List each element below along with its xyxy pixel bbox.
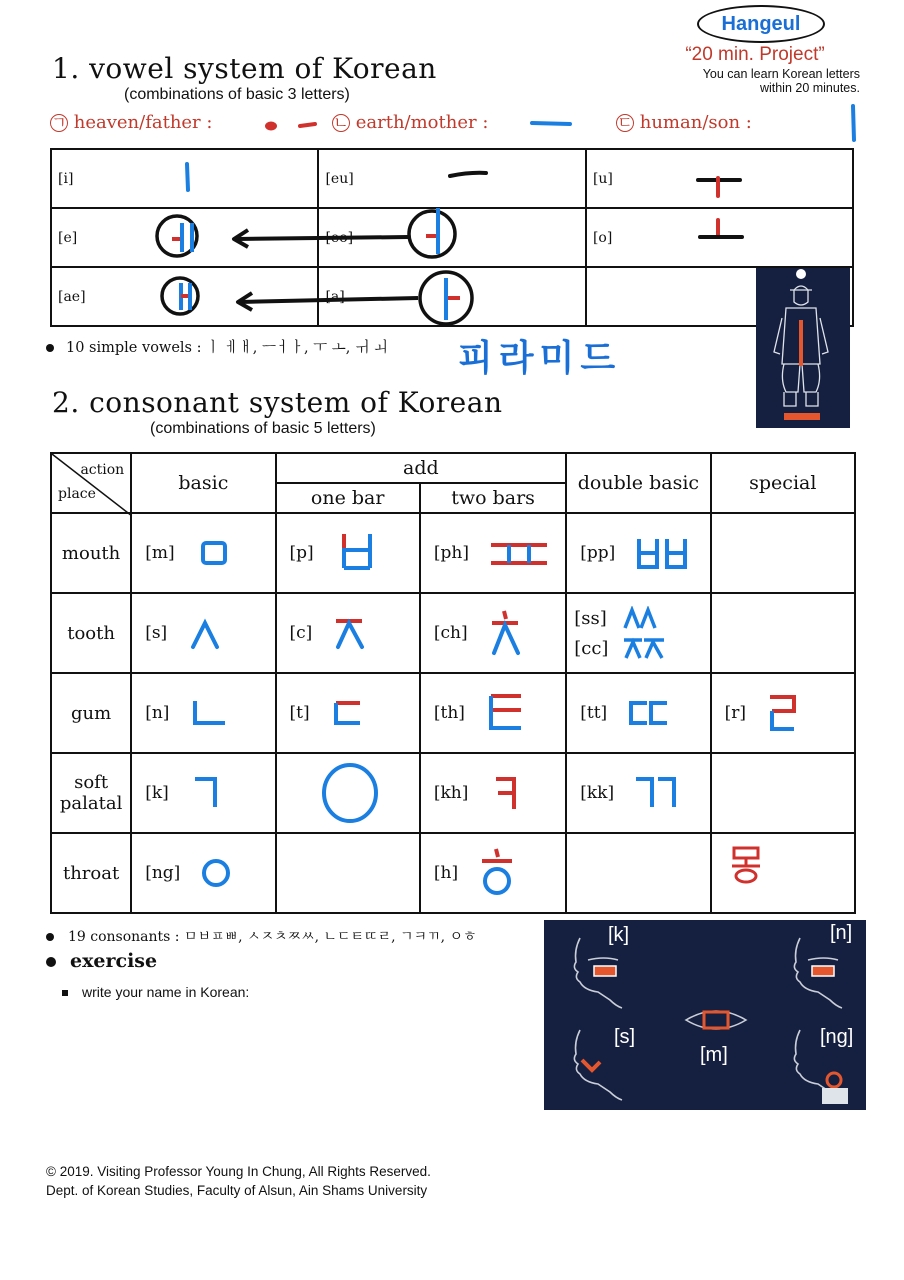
cell-two-bars: [420, 753, 566, 833]
cell-special: [711, 673, 855, 753]
copyright-line: © 2019. Visiting Professor Young In Chung, All Rights Reserved.: [46, 1164, 431, 1179]
bieup-glyph: [332, 528, 382, 578]
bullet-icon: [46, 344, 54, 352]
cell-special: [711, 513, 855, 593]
cell-one-bar: [276, 593, 420, 673]
vowel-sound: [o]: [592, 229, 613, 246]
sound-label: [h]: [433, 863, 459, 883]
vowel-sound: [eo]: [325, 229, 354, 246]
legend-earth-label: earth/mother :: [355, 112, 489, 133]
consonant-row-gum: [51, 673, 855, 753]
sound-label: [ng]: [145, 863, 181, 883]
ssang-bieup-glyph: [633, 533, 693, 573]
consonant-section-title: 2. consonant system of Korean: [52, 386, 503, 419]
human-figure-panel: [756, 268, 850, 428]
cell-one-bar: [276, 833, 420, 913]
sound-label: [ss]: [574, 607, 607, 629]
square-bullet-icon: [62, 990, 68, 996]
project-title: “20 min. Project”: [685, 44, 825, 65]
project-subtitle: [640, 67, 860, 95]
jieut-glyph: [330, 611, 370, 655]
cell-double-basic: [566, 513, 710, 593]
legend-heaven: [50, 112, 212, 133]
pieup-glyph: [487, 533, 551, 573]
simple-vowels-text: 10 simple vowels : ㅣ ㅔㅐ, ㅡㅓㅏ, ㅜ ㅗ, ㅟ ㅚ: [66, 340, 388, 356]
vowel-section-subtitle: (combinations of basic 3 letters): [124, 86, 350, 103]
double-basic-header: double basic: [566, 453, 710, 513]
header-row: [51, 453, 855, 483]
legend-human-label: human/son :: [639, 112, 752, 133]
chieut-glyph: [486, 607, 526, 659]
cell-two-bars: [420, 593, 566, 673]
digeut-glyph: [328, 693, 368, 733]
row-label: throat: [51, 833, 131, 913]
row-label: gum: [51, 673, 131, 753]
sound-label: [s]: [145, 623, 168, 643]
siot-glyph: [185, 613, 225, 653]
two-bars-header: two bars: [420, 483, 566, 513]
consonants-note: [46, 926, 477, 946]
sound-label: [c]: [289, 623, 313, 643]
one-bar-header: one bar: [276, 483, 420, 513]
vowel-sound: [eu]: [325, 170, 354, 187]
kieuk-glyph: [486, 771, 526, 815]
cell-basic: [131, 673, 275, 753]
consonant-table: [50, 452, 856, 914]
ssang-giyeok-glyph: [632, 771, 682, 815]
exercise-title: exercise: [70, 950, 158, 972]
label-m: [m]: [700, 1044, 728, 1066]
bullet-icon: [46, 957, 56, 967]
bullet-icon: [46, 933, 54, 941]
vowel-sound: [u]: [592, 170, 613, 187]
place-label: place: [58, 486, 96, 502]
cell-two-bars: [420, 833, 566, 913]
consonants-list-text: 19 consonants : ㅁㅂㅍㅃ, ㅅㅈㅊㅉㅆ, ㄴㄷㅌㄸㄹ, ㄱㅋㄲ, ㅇㅎ: [68, 929, 477, 945]
ieung-glyph: [198, 853, 238, 893]
sound-label: [th]: [433, 703, 465, 723]
row-label-line-2: palatal: [59, 793, 123, 814]
sound-label: [cc]: [574, 637, 609, 659]
cell-one-bar: [276, 673, 420, 753]
cell-double-basic: [566, 753, 710, 833]
cell-basic: [131, 593, 275, 673]
hand-drawn-circle: [319, 760, 381, 826]
consonant-row-mouth: [51, 513, 855, 593]
label-k: [k]: [608, 924, 630, 946]
ssang-siot-glyph: [621, 606, 661, 630]
exercise-heading: [46, 950, 157, 972]
cell-basic: [131, 753, 275, 833]
cell-double-basic: [566, 593, 710, 673]
consonant-row-soft-palatal: [51, 753, 855, 833]
mieum-glyph: [193, 533, 233, 573]
circled-b-icon: ㄴ: [333, 113, 349, 132]
row-label: [51, 753, 131, 833]
sound-label: [ch]: [433, 623, 468, 643]
nieun-glyph: [187, 693, 231, 733]
simple-vowels-note: [46, 336, 388, 357]
sound-label: [r]: [724, 703, 746, 723]
cell-special: [711, 833, 855, 913]
project-subtitle-line-1: You can learn Korean letters: [702, 67, 860, 81]
sound-label: [n]: [145, 703, 170, 723]
ssang-digeut-glyph: [625, 693, 673, 733]
circled-c-icon: ㄷ: [617, 113, 633, 132]
sound-label: [m]: [145, 543, 175, 563]
exercise-task-text: write your name in Korean:: [82, 984, 250, 1000]
tieut-glyph: [483, 690, 527, 736]
vowel-i-glyph: [187, 164, 188, 190]
sound-label: [pp]: [580, 543, 616, 563]
heaven-dot-icon: [258, 118, 318, 134]
legend-heaven-label: heaven/father :: [73, 112, 213, 133]
vowel-sound: [ae]: [58, 288, 86, 305]
cell-two-bars: [420, 673, 566, 753]
department-line: Dept. of Korean Studies, Faculty of Alsun, Ain Shams University: [46, 1183, 428, 1198]
cell-basic: [131, 833, 275, 913]
circled-a-icon: ㄱ: [51, 113, 67, 132]
vowel-sound: [i]: [58, 170, 74, 187]
action-label: action: [80, 462, 125, 478]
footer: [46, 1162, 431, 1200]
cell-double-basic: [566, 833, 710, 913]
legend-human: [616, 112, 752, 133]
vowel-eu-glyph: [450, 173, 486, 176]
label-n: [n]: [830, 922, 853, 944]
sound-label: [t]: [289, 703, 310, 723]
cell-one-bar: [276, 753, 420, 833]
rieul-glyph: [764, 689, 804, 737]
special-header: special: [711, 453, 855, 513]
sound-label: [kk]: [580, 783, 615, 803]
row-label: tooth: [51, 593, 131, 673]
sound-label: [k]: [145, 783, 169, 803]
vowel-legend: [50, 112, 870, 142]
human-bar-icon: [846, 104, 860, 144]
human-figure-icon: [756, 268, 850, 428]
project-subtitle-line-2: within 20 minutes.: [759, 81, 860, 95]
label-s: [s]: [614, 1026, 636, 1048]
consonant-row-throat: [51, 833, 855, 913]
cell-basic: [131, 513, 275, 593]
cell-one-bar: [276, 513, 420, 593]
red-scribble-icon: [728, 840, 772, 888]
row-label-line-1: soft: [74, 772, 109, 793]
vowel-strokes: [0, 140, 760, 340]
action-place-cell: [51, 453, 131, 513]
consonant-row-tooth: [51, 593, 855, 673]
sound-label: [kh]: [433, 783, 469, 803]
cell-double-basic: [566, 673, 710, 753]
add-header: add: [276, 453, 567, 483]
ssang-jieut-glyph: [622, 636, 668, 660]
giyeok-glyph: [187, 771, 227, 815]
sound-label: [p]: [289, 543, 314, 563]
sound-label: [ph]: [433, 543, 469, 563]
hieut-glyph: [476, 845, 520, 901]
cell-two-bars: [420, 513, 566, 593]
vowel-sound: [a]: [325, 288, 345, 305]
hangeul-badge: Hangeul: [697, 5, 825, 43]
exercise-task: [62, 984, 249, 1000]
row-label: mouth: [51, 513, 131, 593]
mouth-profile-icons: [544, 920, 866, 1110]
vowel-section-title: 1. vowel system of Korean: [52, 52, 437, 85]
cell-special: [711, 593, 855, 673]
label-ng: [ng]: [820, 1026, 854, 1048]
legend-earth: [332, 112, 488, 133]
sound-label: [tt]: [580, 703, 608, 723]
articulation-panel: [544, 920, 866, 1110]
vowel-sound: [e]: [58, 229, 78, 246]
consonant-section-subtitle: (combinations of basic 5 letters): [150, 420, 376, 437]
earth-bar-icon: [530, 118, 574, 130]
cell-special: [711, 753, 855, 833]
handwritten-word: 피라미드: [458, 338, 622, 379]
basic-header: basic: [131, 453, 275, 513]
